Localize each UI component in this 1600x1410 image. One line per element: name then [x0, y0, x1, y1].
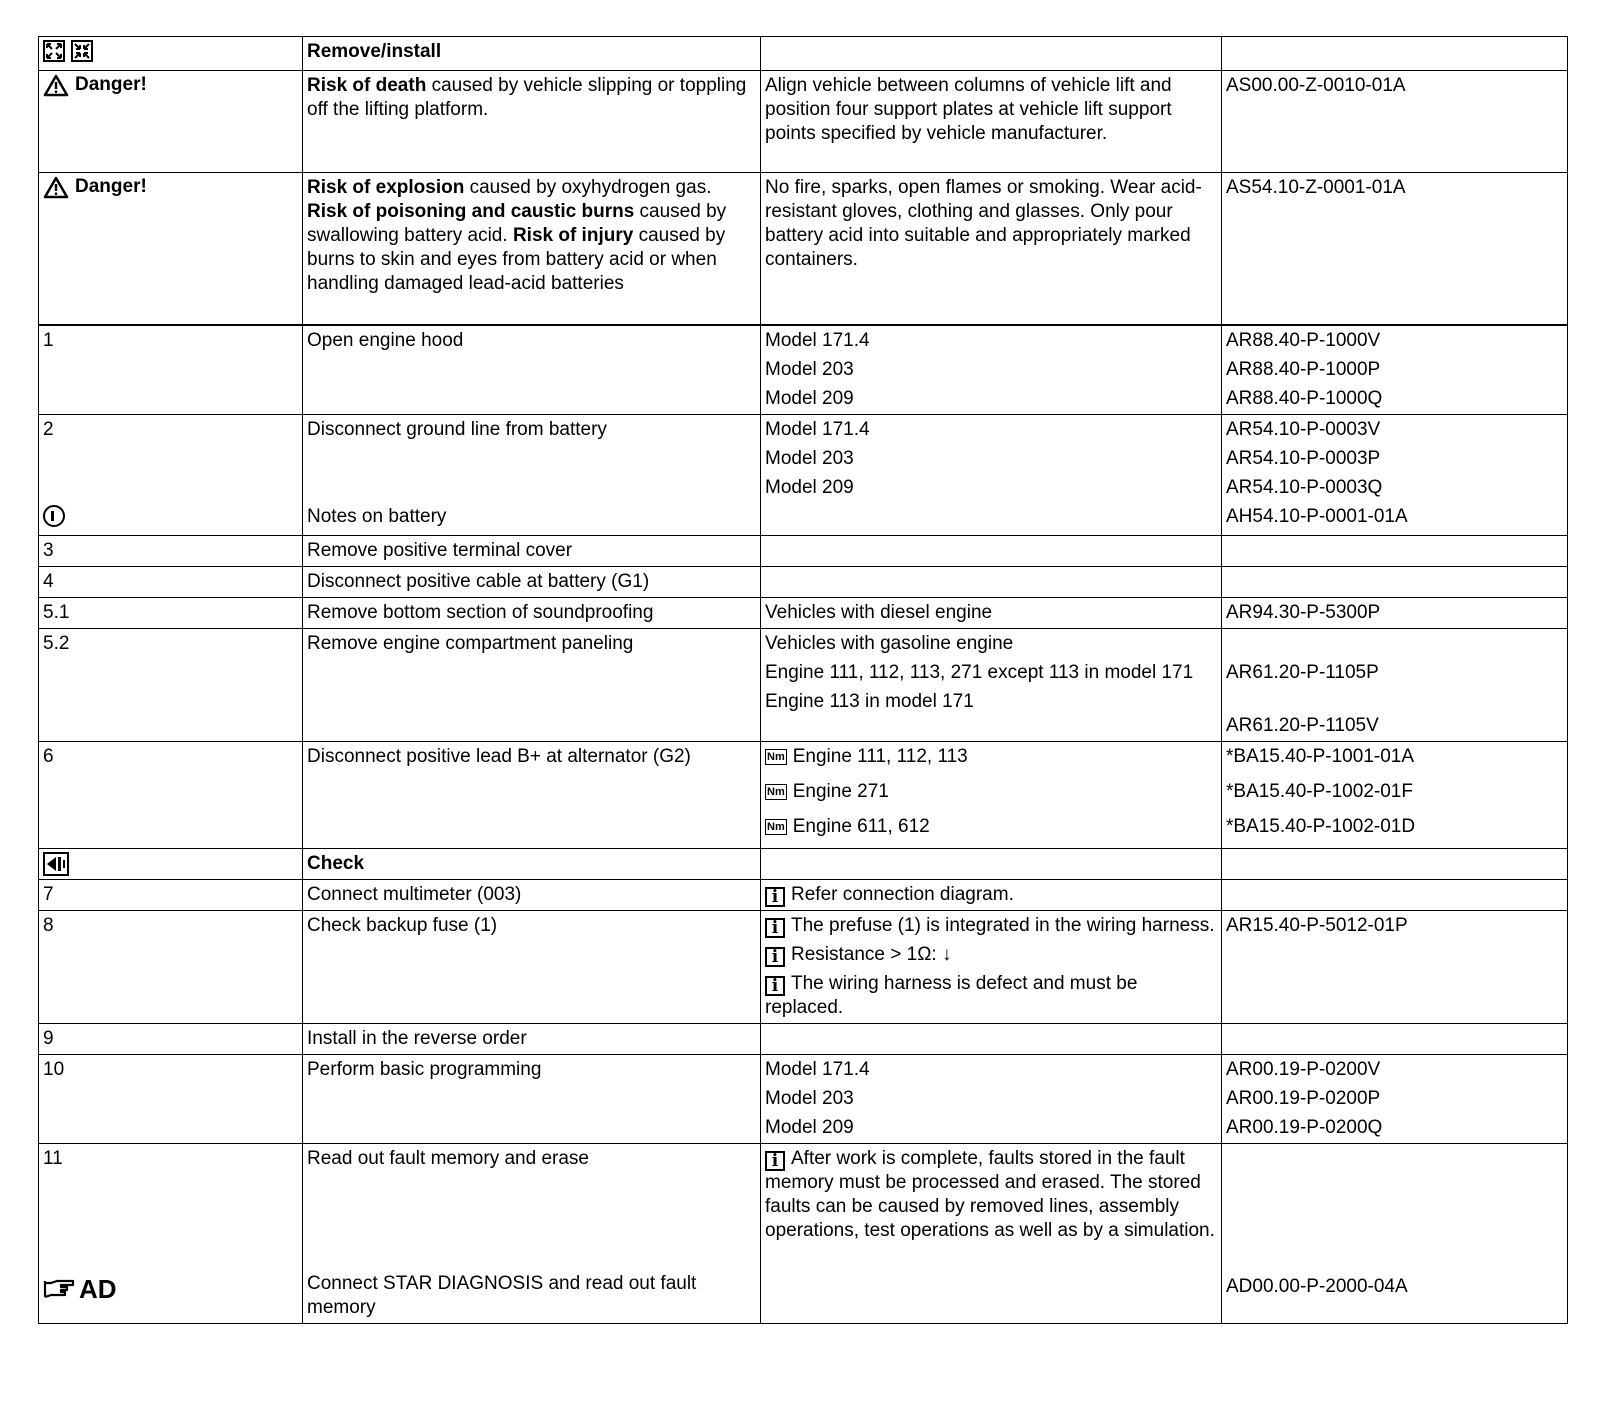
step-number: 3: [43, 539, 54, 561]
ad-label: AD: [79, 1273, 117, 1304]
condition: Model 171.4: [765, 329, 870, 351]
step-text: Install in the reverse order: [307, 1027, 527, 1049]
condition: Model 203: [765, 358, 854, 380]
risk-text: caused by swallowing battery acid.: [307, 201, 727, 246]
doc-ref: *BA15.40-P-1002-01F: [1226, 780, 1413, 802]
condition: Vehicles with gasoline engine: [765, 632, 1014, 654]
step-number: 5.1: [43, 601, 70, 623]
step-text: Perform basic programming: [307, 1058, 542, 1080]
condition: Model 171.4: [765, 418, 870, 440]
table-row: [39, 741, 1568, 848]
step-text: Remove bottom section of soundproofing: [307, 601, 654, 623]
step-text: Remove positive terminal cover: [307, 539, 573, 561]
torque-icon: Nm: [767, 750, 785, 763]
warning-icon: [43, 176, 69, 199]
info-icon: i: [765, 947, 785, 967]
info-text: The prefuse (1) is integrated in the wiring harness.: [791, 914, 1215, 936]
danger-row: [39, 173, 1568, 325]
torque-icon: Nm: [767, 785, 785, 798]
doc-ref: AR00.19-P-0200Q: [1226, 1116, 1383, 1138]
step-number: 11: [43, 1147, 63, 1169]
danger-row: [39, 71, 1568, 173]
risk-title: Risk of explosion: [307, 177, 465, 198]
step-text: Disconnect ground line from battery: [307, 418, 607, 440]
section-title: Check: [307, 852, 365, 874]
condition: Model 203: [765, 447, 854, 469]
doc-ref: AR15.40-P-5012-01P: [1226, 914, 1408, 936]
doc-ref: *BA15.40-P-1002-01D: [1226, 815, 1416, 837]
table-row: [39, 1054, 1568, 1143]
doc-ref: AR00.19-P-0200P: [1226, 1087, 1381, 1109]
step-number: 10: [43, 1058, 65, 1080]
install-icon: [71, 40, 93, 62]
danger-label: Danger!: [75, 176, 147, 197]
condition: Model 209: [765, 1116, 854, 1138]
info-icon: i: [765, 976, 785, 996]
condition: Vehicles with diesel engine: [765, 601, 993, 623]
step-text: Disconnect positive cable at battery (G1): [307, 570, 650, 592]
step-text: Remove engine compartment paneling: [307, 632, 634, 654]
step-number: 8: [43, 914, 54, 936]
doc-ref: AR54.10-P-0003V: [1226, 418, 1381, 440]
table-row: [39, 325, 1568, 415]
check-icon: [43, 852, 69, 876]
info-icon: i: [765, 887, 785, 907]
diagnosis-text: Connect STAR DIAGNOSIS and read out fault memory: [307, 1272, 697, 1318]
risk-title: Risk of poisoning and caustic burns: [307, 201, 635, 222]
step-number: 9: [43, 1027, 54, 1049]
risk-text: caused by burns to skin and eyes from battery acid or when handling damaged lead-acid batteries: [307, 225, 726, 294]
condition: Engine 111, 112, 113, 271 except 113 in model 171: [765, 661, 1194, 683]
risk-title: Risk of injury: [512, 225, 634, 246]
step-text: Connect multimeter (003): [307, 883, 522, 905]
doc-ref: *BA15.40-P-1001-01A: [1226, 745, 1415, 767]
remove-icon: [43, 40, 65, 62]
condition: Model 209: [765, 387, 854, 409]
condition: Model 203: [765, 1087, 854, 1109]
info-text: Refer connection diagram.: [791, 883, 1014, 905]
step-number: 5.2: [43, 632, 70, 654]
risk-text: caused by vehicle slipping or toppling off the lifting platform.: [307, 75, 747, 120]
risk-title: Risk of death: [307, 75, 427, 96]
doc-ref: AR88.40-P-1000V: [1226, 329, 1381, 351]
condition: Engine 271: [792, 780, 889, 802]
section-title: Remove/install: [307, 41, 442, 62]
doc-ref: AR61.20-P-1105P: [1226, 661, 1379, 683]
table-row: [39, 879, 1568, 910]
torque-icon: Nm: [767, 820, 785, 833]
info-icon: i: [765, 918, 785, 938]
condition: Engine 611, 612: [792, 815, 930, 837]
doc-ref: AR61.20-P-1105V: [1226, 714, 1379, 736]
step-number: 7: [43, 883, 54, 905]
step-number: 6: [43, 745, 54, 767]
step-number: 1: [43, 329, 54, 351]
condition: Engine 113 in model 171: [765, 690, 974, 712]
table-row: [39, 628, 1568, 741]
condition: Engine 111, 112, 113: [792, 745, 968, 767]
step-number: 4: [43, 570, 54, 592]
table-row: [39, 1023, 1568, 1054]
doc-ref: AR54.10-P-0003P: [1226, 447, 1381, 469]
table-row: [39, 597, 1568, 628]
step-text: Read out fault memory and erase: [307, 1147, 589, 1169]
doc-ref: AS54.10-Z-0001-01A: [1226, 177, 1406, 198]
doc-ref: AR88.40-P-1000P: [1226, 358, 1381, 380]
info-text: The wiring harness is defect and must be replaced.: [765, 972, 1138, 1018]
doc-ref: AR94.30-P-5300P: [1226, 601, 1381, 623]
risk-text: caused by oxyhydrogen gas.: [464, 177, 712, 198]
step-text: Disconnect positive lead B+ at alternator (G2): [307, 745, 691, 767]
step-text: Open engine hood: [307, 329, 464, 351]
table-row: [39, 535, 1568, 566]
check-row: [39, 848, 1568, 879]
step-text: Check backup fuse (1): [307, 914, 498, 936]
danger-label: Danger!: [75, 74, 147, 95]
doc-ref: AS00.00-Z-0010-01A: [1226, 75, 1406, 96]
info-text: Resistance > 1Ω: ↓: [791, 943, 952, 965]
table-row: [39, 414, 1568, 535]
header-row: [39, 37, 1568, 71]
safety-measure: Align vehicle between columns of vehicle lift and position four support plates at vehicle lift support points specified by vehicle manufacturer.: [765, 75, 1172, 144]
condition: Model 209: [765, 476, 854, 498]
step-number: 2: [43, 418, 54, 440]
table-row: [39, 566, 1568, 597]
doc-ref: AD00.00-P-2000-04A: [1226, 1275, 1408, 1297]
doc-ref: AH54.10-P-0001-01A: [1226, 505, 1408, 527]
info-icon: i: [765, 1151, 785, 1171]
condition: Model 171.4: [765, 1058, 870, 1080]
warning-icon: [43, 74, 69, 97]
table-row: [39, 910, 1568, 1023]
doc-ref: AR00.19-P-0200V: [1226, 1058, 1381, 1080]
note-text: Notes on battery: [307, 505, 447, 527]
pointing-hand-icon: [43, 1278, 75, 1300]
table-row: [39, 1143, 1568, 1323]
notice-icon: [43, 505, 65, 527]
doc-ref: AR54.10-P-0003Q: [1226, 476, 1383, 498]
safety-measure: No fire, sparks, open flames or smoking. Wear acid-resistant gloves, clothing and glasses. Only pour battery acid into suitable and appropriately marked containers.: [765, 177, 1202, 270]
info-text: After work is complete, faults stored in the fault memory must be processed and erased. The stored faults can be caused by removed lines, assembly operations, test operations as well as by a simulation.: [765, 1147, 1215, 1241]
doc-ref: AR88.40-P-1000Q: [1226, 387, 1383, 409]
procedure-table: [38, 36, 1568, 1324]
